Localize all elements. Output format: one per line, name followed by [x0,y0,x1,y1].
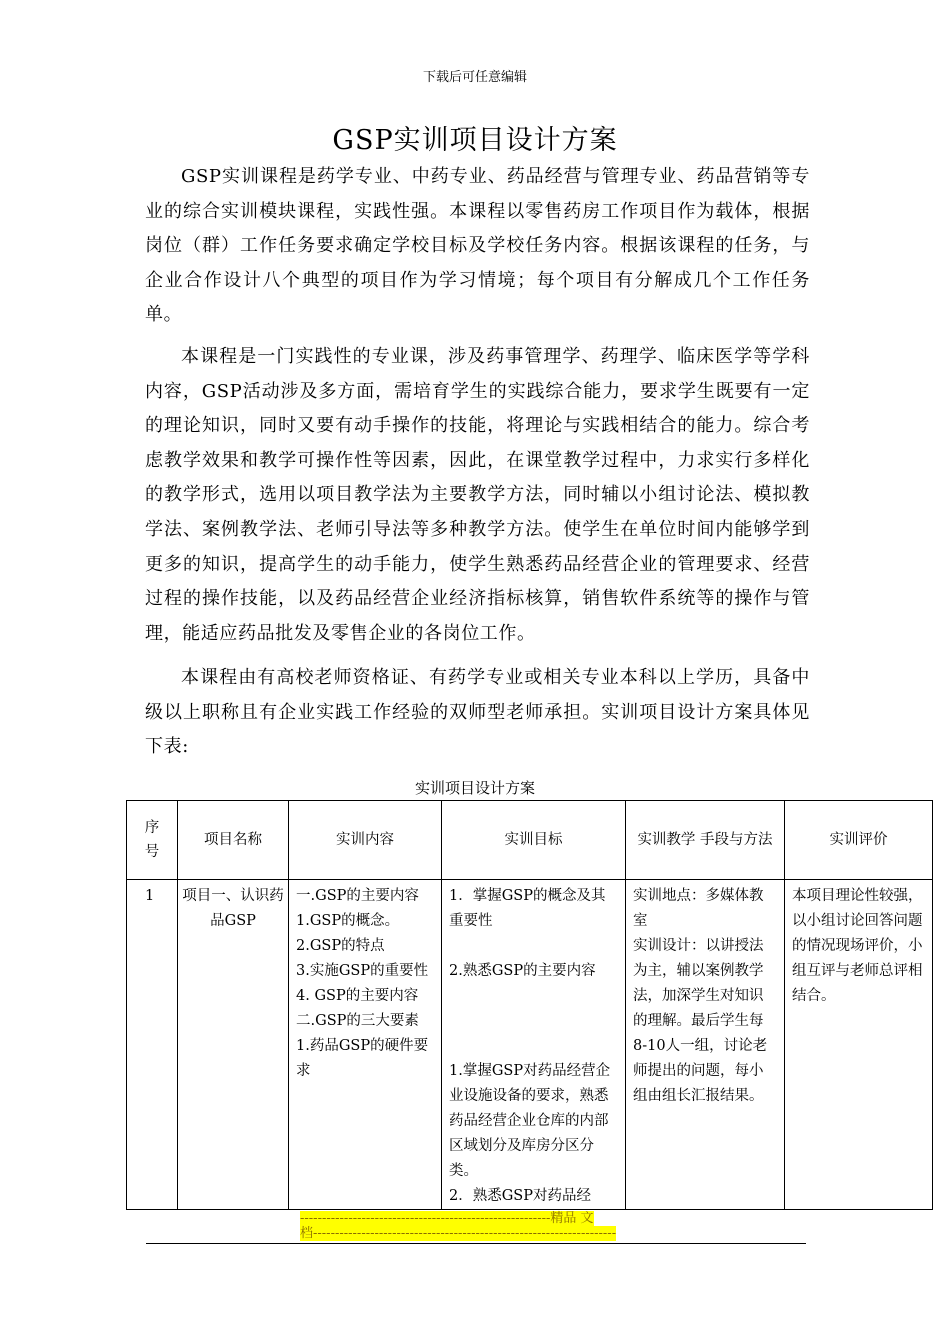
footer-banner [300,1211,650,1241]
table-row [127,880,933,1210]
goal-item: 1.掌握GSP对药品经营企业设施设备的要求，熟悉药品经营企业仓库的内部区域划分及库房分区分类。 [449,1063,611,1179]
content-item: 3.实施GSP的重要性 [296,963,429,979]
table-caption: 实训项目设计方案 [414,779,535,797]
spacer [449,1009,618,1034]
cell-method-list [626,880,784,1109]
header-name: 项目名称 [178,801,289,880]
footer-divider [146,1243,806,1244]
cell-evaluation [785,880,933,1210]
paragraph-intro [145,160,810,333]
goal-item: 1．掌握GSP的概念及其重要性 [449,888,606,929]
cell-content-list [289,880,441,1084]
header-method [626,801,785,880]
cell-seq [127,880,178,1210]
goal-item: 2．熟悉GSP对药品经 [449,1188,591,1204]
paragraph-text: GSP实训课程是药学专业、中药专业、药品经营与管理专业、药品营销等专业的综合实训模块课程，实践性强。本课程以零售药房工作项目作为载体，根据岗位（群）工作任务要求确定学校目标及学校任务内容。根据该课程的任务，与企业合作设计八个典型的项目作为学习情境；每个项目有分解成几个工作任务单。 [145,166,810,326]
table-header-row [127,801,933,880]
method-item: 实训设计：以讲授法为主，辅以案例教学法，加深学生对知识的理解。最后学生每8-10人一组，讨论老师提出的问题，每小组由组长汇报结果。 [633,938,768,1104]
cell-goal-list [442,880,625,1209]
cell-method [626,880,785,1210]
header-method-line2: 手段与方法 [700,832,773,848]
content-item: 2.GSP的特点 [296,938,385,954]
paragraph-text: 本课程是一门实践性的专业课，涉及药事管理学、药理学、临床医学等学科内容，GSP活动涉及多方面，需培育学生的实践综合能力，要求学生既要有一定的理论知识，同时又要有动手操作的技能，将理论与实践相结合的能力。综合考虑教学效果和教学可操作性等因素，因此，在课堂教学过程中，力求实行多样化的教学形式，选用以项目教学法为主要教学方法，同时辅以小组讨论法、模拟教学法、案例教学法、老师引导法等多种教学方法。使学生在单位时间内能够学到更多的知识，提高学生的动手能力，使学生熟悉药品经营企业的管理要求、经营过程的操作技能，以及药品经营企业经济指标核算，销售软件系统等的操作与管理，能适应药品批发及零售企业的各岗位工作。 [145,346,810,644]
cell-name-text: 项目一、认识药品GSP [182,888,284,929]
paragraph-text: 本课程由有高校老师资格证、有药学专业或相关专业本科以上学历，具备中级以上职称且有企业实践工作经验的双师型老师承担。实训项目设计方案具体见下表: [145,667,810,758]
goal-item: 2.熟悉GSP的主要内容 [449,963,596,979]
header-evaluation: 实训评价 [785,801,933,880]
footer-text-2: 档--------------------------------------------------------------------- [300,1226,617,1241]
header-content: 实训内容 [289,801,442,880]
spacer [449,1034,618,1059]
footer-banner-line1 [300,1211,650,1226]
content-item: 1.GSP的概念。 [296,913,400,929]
content-item: 一.GSP的主要内容 [296,888,419,904]
header-seq-label: 序号 [144,820,160,860]
project-plan-table [126,800,933,1210]
method-item: 实训地点：多媒体教室 [633,888,764,929]
footer-text-1: ---------------------------------------------------------精品 文 [300,1211,594,1226]
document-title: GSP实训项目设计方案 [332,125,618,156]
cell-goal [442,880,626,1210]
header-seq [127,801,178,880]
spacer [449,984,618,1009]
header-goal: 实训目标 [442,801,626,880]
cell-seq-text: 1 [145,888,155,904]
spacer [449,934,618,959]
header-note: 下载后可任意编辑 [422,70,527,85]
cell-content [289,880,442,1210]
cell-name [178,880,289,1210]
content-item: 二.GSP的三大要素 [296,1013,419,1029]
paragraph-course [145,340,810,651]
header-method-line1: 实训教学 [637,832,696,848]
content-item: 4. GSP的主要内容 [296,988,419,1004]
content-item: 1.药品GSP的硬件要求 [296,1038,429,1079]
cell-evaluation-text: 本项目理论性较强，以小组讨论回答问题的情况现场评价，小组互评与老师总评相结合。 [792,888,923,1004]
footer-banner-line2 [300,1226,650,1241]
paragraph-teachers [145,661,810,765]
